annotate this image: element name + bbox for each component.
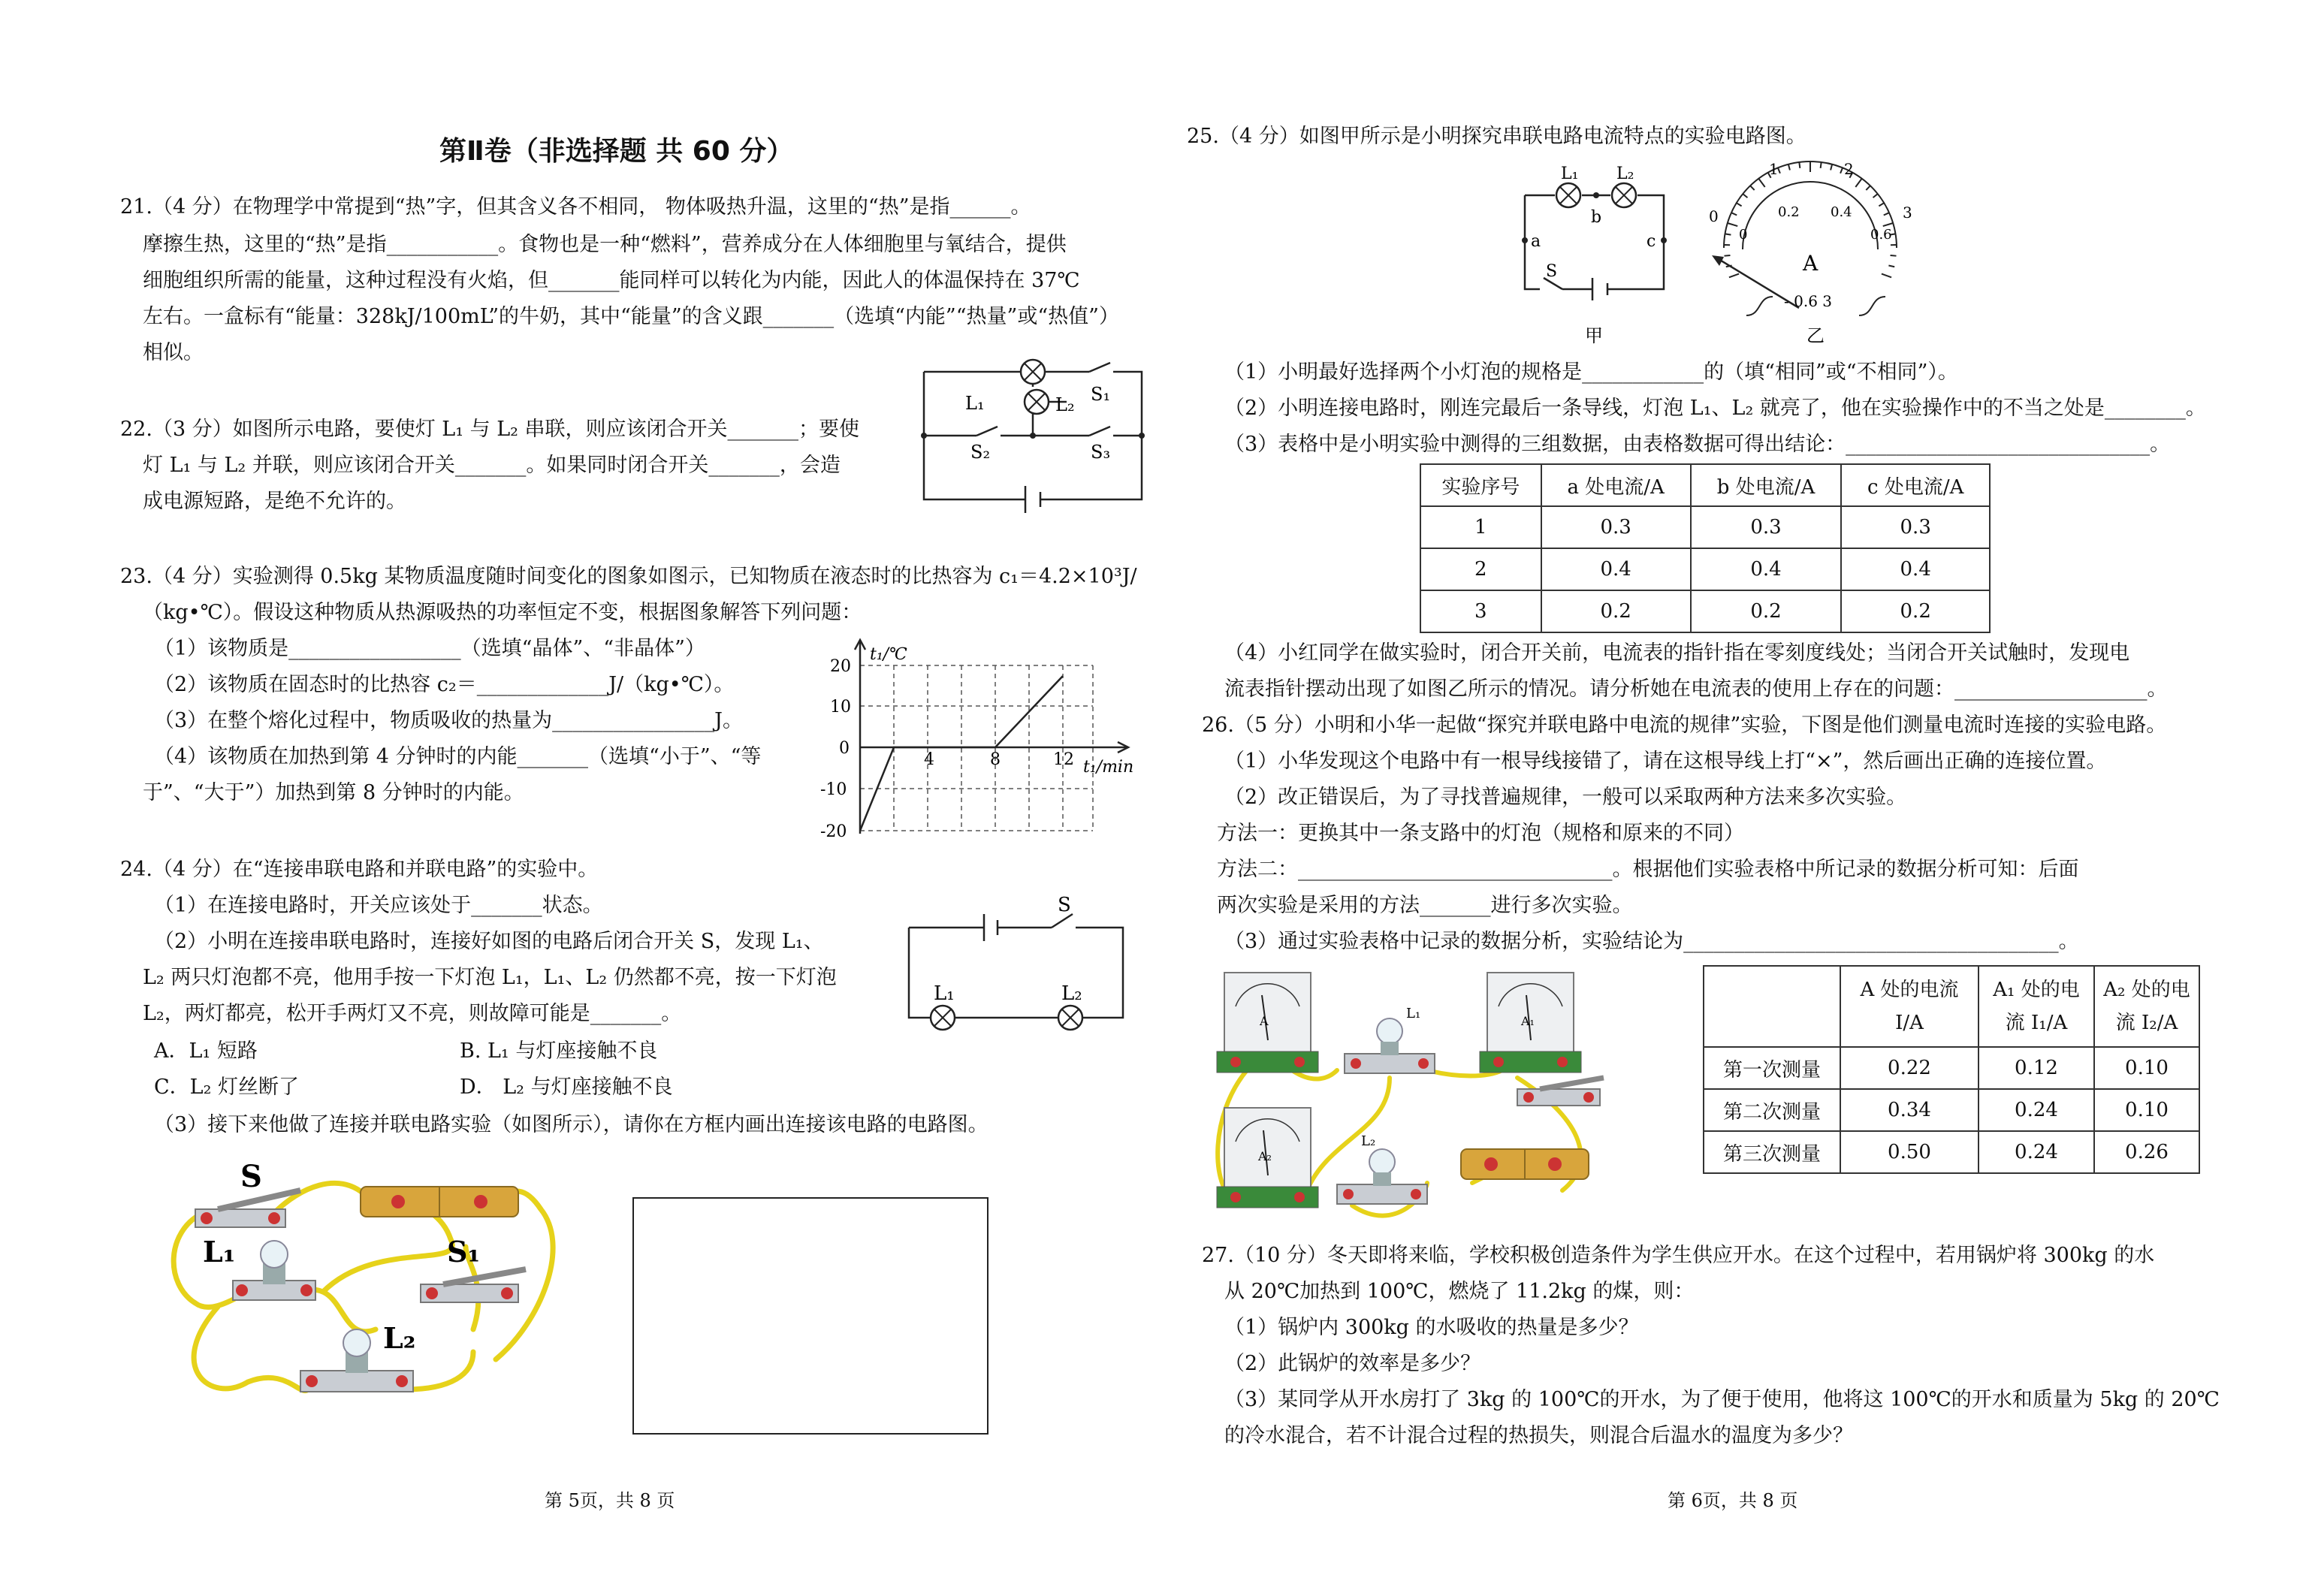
chart-xlabel: t₁/min bbox=[1083, 758, 1134, 777]
label-a1: A₁ bbox=[1521, 1014, 1535, 1028]
table-header: a 处电流/A bbox=[1541, 464, 1691, 506]
table-cell: 0.50 bbox=[1840, 1131, 1979, 1173]
table-header: A₂ 处的电流 I₂/A bbox=[2094, 966, 2199, 1047]
ammeter-a1-icon bbox=[1480, 973, 1581, 1073]
q26-line: （1）小华发现这个电路中有一根导线接错了，请在这根导线上打“×”，然后画出正确的连接位置。 bbox=[1224, 750, 2107, 773]
table-row bbox=[1704, 1047, 2199, 1089]
switch-icon bbox=[1517, 1078, 1604, 1106]
label-s: S bbox=[240, 1159, 262, 1194]
q21-line: 摩擦生热，这里的“热”是指___________。食物也是一种“燃料”，营养成分在人体细胞里与氧结合，提供 bbox=[143, 233, 1067, 256]
q22-circuit-diagram bbox=[916, 357, 1149, 514]
label-a: A bbox=[1260, 1014, 1269, 1028]
lamp-l1-icon bbox=[1021, 360, 1045, 384]
label-l1: L₁ bbox=[1406, 1006, 1421, 1021]
section-title: 第Ⅱ卷（非选择题 共 60 分） bbox=[439, 136, 794, 167]
q22-line: 灯 L₁ 与 L₂ 并联，则应该闭合开关_______。如果同时闭合开关_______，会造 bbox=[143, 454, 841, 477]
q26-parallel-circuit-photo bbox=[1202, 965, 1607, 1224]
q27-line: 从 20℃加热到 100℃，燃烧了 11.2kg 的煤，则： bbox=[1224, 1280, 1695, 1303]
y-tick: -20 bbox=[820, 822, 847, 841]
q27-line: 的冷水混合，若不计混合过程的热损失，则混合后温水的温度为多少？ bbox=[1224, 1424, 1853, 1447]
page-footer: 第 5页，共 8 页 bbox=[545, 1490, 675, 1511]
table-header: b 处电流/A bbox=[1691, 464, 1842, 506]
label-s3: S₃ bbox=[1091, 442, 1111, 463]
table-cell: 0.12 bbox=[1979, 1047, 2094, 1089]
page-6 bbox=[1153, 0, 2306, 1596]
lamp-l1-icon bbox=[233, 1241, 315, 1300]
q26-line: 方法一：更换其中一条支路中的灯泡（规格和原来的不同） bbox=[1217, 822, 1744, 845]
table-cell: 0.4 bbox=[1841, 548, 1990, 590]
page-footer: 第 6页，共 8 页 bbox=[1668, 1490, 1798, 1511]
q24-line: L₂，两灯都亮，松开手两灯又不亮，则故障可能是_______。 bbox=[143, 1002, 682, 1025]
scale-top: 3 bbox=[1903, 204, 1912, 222]
table-row bbox=[1704, 1131, 2199, 1173]
scale-bottom: 0.4 bbox=[1831, 204, 1852, 220]
label-l2: L₂ bbox=[1061, 982, 1082, 1005]
meter-symbol: A bbox=[1803, 251, 1819, 276]
table-row bbox=[1704, 1089, 2199, 1131]
switch-s-icon bbox=[195, 1190, 300, 1227]
q24-line: （1）在连接电路时，开关应该处于_______状态。 bbox=[154, 894, 603, 917]
scale-bottom: 0.6 bbox=[1870, 227, 1892, 243]
table-header: c 处电流/A bbox=[1841, 464, 1990, 506]
table-cell: 0.10 bbox=[2094, 1089, 2199, 1131]
q24-series-circuit-diagram bbox=[901, 894, 1127, 1040]
q25-line: （2）小明连接电路时，刚连完最后一条导线，灯泡 L₁、L₂ 就亮了，他在实验操作中的不当之处是________。 bbox=[1224, 397, 2206, 420]
chart-ylabel: t₁/℃ bbox=[870, 645, 907, 664]
dial-tick bbox=[1737, 203, 1742, 206]
table-row bbox=[1420, 548, 1990, 590]
table-cell: 0.3 bbox=[1841, 506, 1990, 548]
table-cell: 第二次测量 bbox=[1704, 1089, 1840, 1131]
dial-tick bbox=[1788, 164, 1790, 170]
table-cell: 0.24 bbox=[1979, 1131, 2094, 1173]
q22-line: 22.（3 分）如图所示电路，要使灯 L₁ 与 L₂ 串联，则应该闭合开关_______；要使 bbox=[120, 418, 860, 441]
q21-line: 21.（4 分）在物理学中常提到“热”字，但其含义各不相同， 物体吸热升温，这里的“热”是指______。 bbox=[120, 195, 1031, 219]
q24-line: 24.（4 分）在“连接串联电路和并联电路”的实验中。 bbox=[120, 858, 599, 881]
q24-option-c: C．L₂ 灯丝断了 bbox=[154, 1076, 299, 1099]
scale-bottom: 0.2 bbox=[1778, 204, 1800, 220]
label-yi: 乙 bbox=[1806, 325, 1825, 346]
battery-icon bbox=[361, 1187, 518, 1217]
q24-option-b: B. L₁ 与灯座接触不良 bbox=[460, 1039, 658, 1063]
q21-line: 左右。一盒标有“能量：328kJ/100mL”的牛奶，其中“能量”的含义跟_______（选填“内能”“热量”或“热值”） bbox=[143, 305, 1119, 328]
x-tick: 12 bbox=[1053, 750, 1074, 769]
dial-tick bbox=[1731, 213, 1737, 215]
q26-line: 两次实验是采用的方法_______进行多次实验。 bbox=[1217, 894, 1633, 917]
q25-intro: 25.（4 分）如图甲所示是小明探究串联电路电流特点的实验电路图。 bbox=[1187, 125, 1806, 148]
dial-tick bbox=[1888, 265, 1894, 267]
q26-line: （2）改正错误后，为了寻找普遍规律，一般可以采取两种方法来多次实验。 bbox=[1224, 786, 1907, 809]
lamp-l1-icon bbox=[1556, 183, 1580, 207]
label-s2: S₂ bbox=[970, 442, 991, 463]
label-a2: A₂ bbox=[1258, 1149, 1272, 1163]
q23-line: （1）该物质是_________________（选填“晶体”、“非晶体”） bbox=[154, 637, 705, 660]
table-cell: 0.3 bbox=[1541, 506, 1691, 548]
table-cell: 0.3 bbox=[1691, 506, 1842, 548]
table-row bbox=[1420, 590, 1990, 632]
q22-line: 成电源短路，是绝不允许的。 bbox=[143, 490, 406, 513]
dial-tick bbox=[1866, 186, 1870, 190]
label-l1: L₁ bbox=[203, 1235, 236, 1269]
table-header: A 处的电流 I/A bbox=[1840, 966, 1979, 1047]
q24-line: （2）小明在连接串联电路时，连接好如图的电路后闭合开关 S，发现 L₁、 bbox=[154, 930, 824, 953]
q21-line: 细胞组织所需的能量，这种过程没有火焰，但_______能同样可以转化为内能，因此人的体温保持在 37℃ bbox=[143, 269, 1080, 292]
dial-tick bbox=[1840, 167, 1843, 173]
q27-line: 27.（10 分）冬天即将来临，学校积极创造条件为学生供应开水。在这个过程中，若用锅炉将 300kg 的水 bbox=[1202, 1244, 2155, 1267]
table-cell: 0.2 bbox=[1541, 590, 1691, 632]
table-cell: 0.2 bbox=[1691, 590, 1842, 632]
label-s: S bbox=[1546, 262, 1558, 281]
x-tick: 8 bbox=[990, 750, 1001, 769]
q25-line: （3）表格中是小明实验中测得的三组数据，由表格数据可得出结论：______________________________。 bbox=[1224, 433, 2171, 456]
table-cell: 0.2 bbox=[1841, 590, 1990, 632]
dial-tick bbox=[1799, 162, 1800, 168]
dial-tick bbox=[1883, 223, 1893, 226]
table-cell: 0.26 bbox=[2094, 1131, 2199, 1173]
q21-line: 相似。 bbox=[143, 341, 204, 364]
dial-tick bbox=[1729, 274, 1739, 278]
lamp-l2-icon bbox=[1058, 1006, 1082, 1030]
dial-tick bbox=[1743, 194, 1747, 198]
q26-line: 方法二：_______________________________。根据他们实验表格中所记录的数据分析可知：后面 bbox=[1217, 858, 2079, 881]
dial-tick bbox=[1750, 186, 1755, 190]
table-cell: 3 bbox=[1420, 590, 1541, 632]
y-tick: 10 bbox=[830, 698, 851, 717]
ammeter-a-icon bbox=[1217, 973, 1318, 1073]
q24-part3: （3）接下来他做了连接并联电路实验（如图所示），请你在方框内画出连接该电路的电路图。 bbox=[154, 1113, 989, 1136]
lamp-l1-icon bbox=[931, 1006, 955, 1030]
battery-icon bbox=[1461, 1149, 1589, 1179]
x-tick: 4 bbox=[924, 750, 934, 769]
label-l1: L₁ bbox=[1561, 164, 1579, 183]
dial-tick bbox=[1882, 274, 1891, 278]
label-l1: L₁ bbox=[965, 393, 985, 414]
table-header: A₁ 处的电流 I₁/A bbox=[1979, 966, 2094, 1047]
scale-bottom: 0 bbox=[1739, 227, 1748, 243]
scale-top: 2 bbox=[1844, 160, 1854, 178]
dial-tick bbox=[1831, 164, 1832, 170]
label-l2: L₂ bbox=[1055, 394, 1075, 415]
label-l2: L₂ bbox=[383, 1321, 416, 1355]
q23-line: 23.（4 分）实验测得 0.5kg 某物质温度随时间变化的图象如图示，已知物质在液态时的比热容为 c₁＝4.2×10³J/ bbox=[120, 565, 1137, 588]
label-s: S bbox=[1058, 894, 1071, 916]
table-cell: 0.34 bbox=[1840, 1089, 1979, 1131]
label-l2: L₂ bbox=[1361, 1133, 1376, 1149]
lamp-l2-icon bbox=[1337, 1133, 1427, 1204]
q23-line: （3）在整个熔化过程中，物质吸收的热量为________________J。 bbox=[154, 709, 744, 732]
q27-line: （1）锅炉内 300kg 的水吸收的热量是多少？ bbox=[1224, 1316, 1639, 1339]
label-l2: L₂ bbox=[1616, 164, 1634, 183]
q25-part4: （4）小红同学在做实验时，闭合开关前，电流表的指针指在零刻度线处；当闭合开关试触时，发现电 bbox=[1224, 641, 2130, 665]
table-row bbox=[1420, 506, 1990, 548]
ammeter-a2-icon bbox=[1217, 1108, 1318, 1208]
lamp-l2-icon bbox=[1025, 390, 1049, 414]
y-tick: 20 bbox=[830, 657, 851, 676]
dial-tick bbox=[1728, 223, 1737, 226]
q23-line: 于”、“大于”）加热到第 8 分钟时的内能。 bbox=[143, 781, 524, 804]
label-jia: 甲 bbox=[1585, 325, 1603, 346]
scale-top: 0 bbox=[1709, 207, 1719, 225]
table-cell: 2 bbox=[1420, 548, 1541, 590]
dial-tick bbox=[1879, 203, 1884, 206]
q23-line: （kg•℃）。假设这种物质从热源吸热的功率恒定不变，根据图象解答下列问题： bbox=[143, 601, 862, 624]
table-cell: 0.22 bbox=[1840, 1047, 1979, 1089]
q27-line: （2）此锅炉的效率是多少？ bbox=[1224, 1352, 1481, 1375]
table-cell: 0.4 bbox=[1541, 548, 1691, 590]
lamp-l1-icon bbox=[1345, 1006, 1435, 1073]
q26-data-table bbox=[1703, 965, 2200, 1174]
q25-line: （1）小明最好选择两个小灯泡的规格是____________的（填“相同”或“不相同”）。 bbox=[1224, 361, 1958, 384]
label-s1: S₁ bbox=[1091, 384, 1111, 405]
table-header-row bbox=[1704, 966, 2199, 1047]
dial-tick bbox=[1724, 255, 1730, 256]
q26-line: 26.（5 分）小明和小华一起做“探究并联电路中电流的规律”实验，下图是他们测量电流时连接的实验电路。 bbox=[1202, 714, 2167, 737]
label-c: c bbox=[1646, 232, 1656, 251]
table-cell: 第三次测量 bbox=[1704, 1131, 1840, 1173]
dial-tick bbox=[1758, 179, 1764, 187]
q25-part4: 流表指针摆动出现了如图乙所示的情况。请分析她在电流表的使用上存在的问题：___________________。 bbox=[1224, 677, 2168, 701]
table-cell: 第一次测量 bbox=[1704, 1047, 1840, 1089]
dial-tick bbox=[1873, 194, 1878, 198]
scale-top: 1 bbox=[1769, 160, 1779, 178]
q25-circuit-diagram-jia bbox=[1517, 165, 1690, 345]
table-header-row bbox=[1420, 464, 1990, 506]
label-b: b bbox=[1591, 208, 1602, 227]
table-cell: 0.10 bbox=[2094, 1047, 2199, 1089]
q27-line: （3）某同学从开水房打了 3kg 的 100℃的开水，为了便于使用，他将这 100℃的开水和质量为 5kg 的 20℃ bbox=[1224, 1388, 2220, 1411]
table-cell: 0.24 bbox=[1979, 1089, 2094, 1131]
table-cell: 1 bbox=[1420, 506, 1541, 548]
q25-ammeter-dial-yi bbox=[1701, 158, 1919, 345]
q25-data-table bbox=[1420, 463, 1991, 633]
q24-line: L₂ 两只灯泡都不亮，他用手按一下灯泡 L₁，L₁、L₂ 仍然都不亮，按一下灯泡 bbox=[143, 966, 837, 989]
table-header: 实验序号 bbox=[1420, 464, 1541, 506]
label-a: a bbox=[1531, 232, 1541, 251]
dial-tick bbox=[1821, 162, 1822, 168]
table-cell: 0.4 bbox=[1691, 548, 1842, 590]
answer-drawing-box[interactable] bbox=[632, 1197, 989, 1435]
lamp-l2-icon bbox=[1612, 183, 1636, 207]
label-s1: S₁ bbox=[447, 1235, 481, 1269]
dial-tick bbox=[1891, 255, 1897, 256]
q24-parallel-circuit-photo bbox=[150, 1157, 578, 1435]
q23-line: （2）该物质在固态时的比热容 c₂＝_____________J/（kg•℃）。 bbox=[154, 673, 735, 696]
dial-tick bbox=[1884, 213, 1889, 215]
q24-option-a: A．L₁ 短路 bbox=[154, 1039, 258, 1063]
y-tick: 0 bbox=[839, 739, 850, 758]
label-l1: L₁ bbox=[934, 982, 955, 1005]
terminal-labels: - 0.6 3 bbox=[1784, 292, 1833, 310]
dial-tick bbox=[1855, 179, 1861, 187]
q26-line: （3）通过实验表格中记录的数据分析，实验结论为_____________________________________。 bbox=[1224, 930, 2079, 953]
q24-option-d: D． L₂ 与灯座接触不良 bbox=[460, 1076, 673, 1099]
q23-temperature-chart bbox=[819, 638, 1149, 849]
y-tick: -10 bbox=[820, 780, 847, 799]
q23-line: （4）该物质在加热到第 4 分钟时的内能_______（选填“小于”、“等 bbox=[154, 745, 762, 768]
table-header bbox=[1704, 966, 1840, 1047]
